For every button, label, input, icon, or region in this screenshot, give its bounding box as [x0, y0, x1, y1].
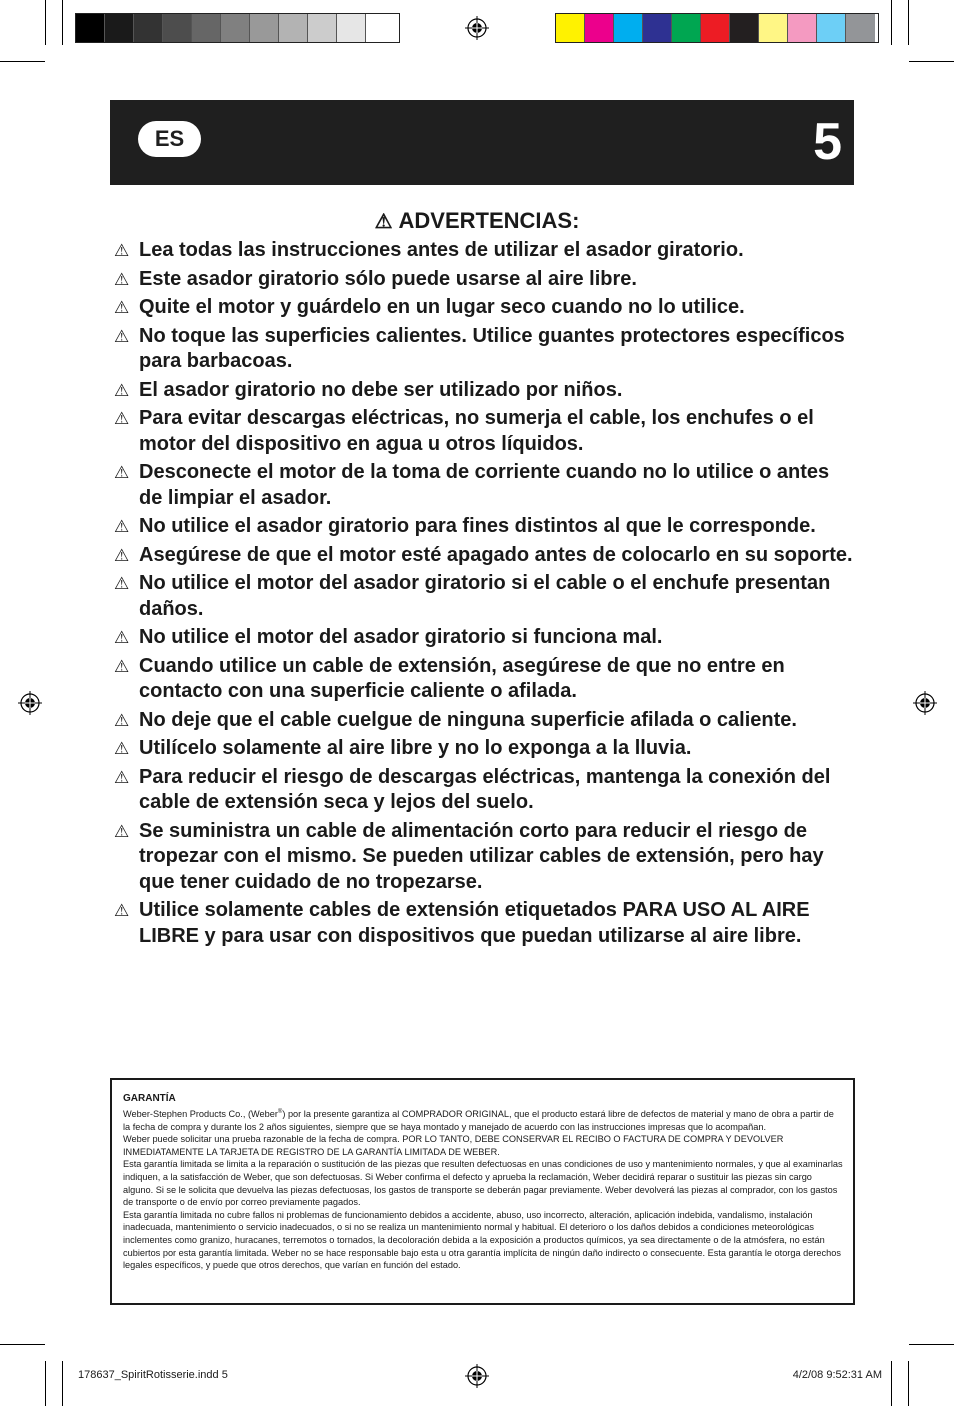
- crop-mark: [908, 1361, 909, 1406]
- warning-item: [114, 571, 854, 622]
- warning-text: Para reducir el riesgo de descargas eléctricas, mantenga la conexión del cable de extensión seca y lejos del suelo.: [139, 765, 831, 813]
- gray-swatch: [192, 14, 221, 42]
- gray-swatch: [76, 14, 105, 42]
- warning-text: No utilice el asador giratorio para fines distintos al que le corresponde.: [139, 515, 816, 537]
- page-number: 5: [813, 113, 842, 171]
- page-header-band: [110, 100, 854, 185]
- warning-item: [114, 324, 854, 375]
- crop-mark: [908, 0, 909, 45]
- warning-text: Quite el motor y guárdelo en un lugar seco cuando no lo utilice.: [139, 296, 745, 318]
- warning-triangle-icon: ⚠: [114, 517, 130, 536]
- warranty-paragraph: [123, 1106, 843, 1133]
- footer-timestamp: 4/2/08 9:52:31 AM: [792, 1369, 882, 1381]
- crop-mark: [0, 1344, 45, 1345]
- crop-mark: [45, 1361, 46, 1406]
- grayscale-color-bar: [75, 13, 400, 43]
- warning-text: No toque las superficies calientes. Utilice guantes protectores específicos para barbacoas.: [139, 324, 845, 372]
- warning-text: Se suministra un cable de alimentación corto para reducir el riesgo de tropezar con el mismo. Se pueden utilizar cables de extensión, pero hay que tener cuidado de no tropezarse.: [139, 819, 824, 893]
- warning-item: [114, 736, 854, 762]
- color-swatch: [846, 14, 875, 42]
- warning-item: [114, 267, 854, 293]
- registration-mark-icon: [913, 691, 937, 715]
- color-swatch: [701, 14, 730, 42]
- crop-mark: [45, 0, 46, 45]
- warning-text: Utilícelo solamente al aire libre y no lo exponga a la lluvia.: [139, 737, 692, 759]
- color-swatch: [585, 14, 614, 42]
- crop-mark: [891, 0, 892, 45]
- warning-text: El asador giratorio no debe ser utilizado por niños.: [139, 378, 623, 401]
- crop-mark: [891, 1361, 892, 1406]
- warning-text: Lea todas las instrucciones antes de utilizar el asador giratorio.: [139, 239, 744, 261]
- warning-text: Utilice solamente cables de extensión etiquetados PARA USO AL AIRE LIBRE y para usar con dispositivos que puedan utilizarse al aire libre.: [139, 899, 810, 947]
- gray-swatch: [134, 14, 163, 42]
- warnings-title: ADVERTENCIAS:: [398, 208, 580, 233]
- warning-triangle-icon: ⚠: [114, 901, 130, 920]
- warning-item: [114, 543, 854, 569]
- warranty-heading: GARANTÍA: [123, 1093, 176, 1104]
- warning-triangle-icon: ⚠: [114, 326, 130, 346]
- footer-file-info: 178637_SpiritRotisserie.indd 5: [78, 1369, 228, 1381]
- warning-triangle-icon: ⚠: [114, 241, 130, 260]
- warning-text: Asegúrese de que el motor esté apagado antes de colocarlo en su soporte.: [139, 543, 853, 566]
- gray-swatch: [337, 14, 366, 42]
- registered-trademark-symbol: ®: [277, 1109, 283, 1115]
- warning-triangle-icon: ⚠: [114, 767, 130, 787]
- warning-item: [114, 654, 854, 705]
- warranty-box: [110, 1078, 855, 1305]
- warning-item: [114, 819, 854, 896]
- warning-item: [114, 460, 854, 511]
- color-swatch: [759, 14, 788, 42]
- color-swatch: [672, 14, 701, 42]
- warning-text: Este asador giratorio sólo puede usarse al aire libre.: [139, 267, 637, 290]
- warnings-heading: [0, 206, 954, 237]
- registration-mark-icon: [18, 691, 42, 715]
- warning-item: [114, 238, 854, 264]
- warning-triangle-icon: ⚠: [114, 545, 130, 565]
- color-swatch: [730, 14, 759, 42]
- warning-item: [114, 295, 854, 321]
- language-badge: ES: [138, 121, 201, 157]
- warning-item: [114, 378, 854, 404]
- warranty-paragraph: Esta garantía limitada no cubre fallos ni problemas de funcionamiento debidos a accidente, abuso, uso incorrecto, alteración, aplicación indebida, vandalismo, instalación inadecuada, mantenimiento o servicio inadecuados, o si no se realiza un mantenimiento normal y habitual. El deterioro o los daños debidos a condiciones meteorológicas inclementes como granizo, huracanes, terremotos o tornados, la decoloración debida a la exposición a productos químicos, ya sea directamente o de la atmósfera, no están cubiertos por esta garantía limitada. Weber no se hace responsable bajo esta u otra garantía implícita de ningún daño indirecto o consecuente. Esta garantía le otorga derechos legales específicos, y puede que otros derechos, que varían en función del estado.: [123, 1209, 841, 1271]
- gray-swatch: [279, 14, 308, 42]
- gray-swatch: [221, 14, 250, 42]
- gray-swatch: [105, 14, 134, 42]
- warning-item: [114, 625, 854, 651]
- warning-triangle-icon: ⚠: [114, 409, 130, 428]
- color-swatch: [817, 14, 846, 42]
- registration-mark-icon: [465, 1364, 489, 1388]
- process-color-bar: [555, 13, 879, 43]
- warning-item: [114, 514, 854, 540]
- gray-swatch: [163, 14, 192, 42]
- crop-mark: [62, 1361, 63, 1406]
- warning-triangle-icon: ⚠: [114, 656, 130, 676]
- warranty-paragraph: Esta garantía limitada se limita a la reparación o sustitución de las piezas que resulten defectuosas en unas condiciones de uso y mantenimiento normales, y que al examinarlas indiquen, a la satisfacción de Weber, que son defectuosas. Si Weber confirma el defecto y aprueba la reclamación, Weber decidirá reparar o sustituir las piezas sin cargo alguno. Si se le solicita que devuelva las piezas defectuosas, los gastos de transporte se deberán pagar previamente. Weber devolverá las piezas al comprador, con los gastos de transporte o de envío por correo previamente pagados.: [123, 1159, 843, 1208]
- warranty-text: ) por la presente garantiza al COMPRADOR ORIGINAL, que el producto estará libre de defectos de material y mano de obra a partir de la fecha de compra y durante los 2 años siguientes, siempre que se haya montado y manejado de acuerdo con las instrucciones impresas que lo acompañan.: [123, 1109, 834, 1132]
- crop-mark: [62, 0, 63, 45]
- warranty-paragraph: Weber puede solicitar una prueba razonable de la fecha de compra. POR LO TANTO, DEBE CONSERVAR EL RECIBO O FACTURA DE COMPRA Y DEVOLVER INMEDIATAMENTE LA TARJETA DE REGISTRO DE LA GARANTÍA LIMITADA DE WEBER.: [123, 1134, 784, 1157]
- warning-triangle-icon: ⚠: [374, 211, 393, 233]
- warning-item: [114, 765, 854, 816]
- warning-triangle-icon: ⚠: [114, 298, 130, 317]
- color-swatch: [614, 14, 643, 42]
- warning-item: [114, 708, 854, 734]
- warning-triangle-icon: ⚠: [114, 821, 130, 841]
- warning-text: No deje que el cable cuelgue de ninguna superficie afilada o caliente.: [139, 708, 797, 731]
- gray-swatch: [366, 14, 395, 42]
- color-swatch: [788, 14, 817, 42]
- warning-triangle-icon: ⚠: [114, 628, 130, 647]
- crop-mark: [909, 61, 954, 62]
- warning-triangle-icon: ⚠: [114, 739, 130, 758]
- warning-triangle-icon: ⚠: [114, 380, 130, 400]
- warning-triangle-icon: ⚠: [114, 463, 130, 482]
- color-swatch: [556, 14, 585, 42]
- warning-text: Para evitar descargas eléctricas, no sumerja el cable, los enchufes o el motor del dispositivo en agua u otros líquidos.: [139, 407, 814, 455]
- crop-mark: [0, 61, 45, 62]
- warning-text: No utilice el motor del asador giratorio si el cable o el enchufe presentan daños.: [139, 572, 831, 620]
- warning-text: Desconecte el motor de la toma de corriente cuando no lo utilice o antes de limpiar el asador.: [139, 461, 830, 509]
- warning-item: [114, 898, 854, 949]
- warning-triangle-icon: ⚠: [114, 269, 130, 289]
- crop-mark: [909, 1344, 954, 1345]
- warning-text: Cuando utilice un cable de extensión, asegúrese de que no entre en contacto con una superficie caliente o afilada.: [139, 654, 785, 702]
- warning-text: No utilice el motor del asador giratorio si funciona mal.: [139, 626, 663, 648]
- warning-item: [114, 406, 854, 457]
- color-swatch: [643, 14, 672, 42]
- warranty-text: Weber-Stephen Products Co., (Weber: [123, 1109, 278, 1120]
- warning-triangle-icon: ⚠: [114, 710, 130, 730]
- gray-swatch: [250, 14, 279, 42]
- registration-mark-icon: [465, 16, 489, 40]
- warnings-list: [114, 238, 854, 952]
- warning-triangle-icon: ⚠: [114, 574, 130, 593]
- gray-swatch: [308, 14, 337, 42]
